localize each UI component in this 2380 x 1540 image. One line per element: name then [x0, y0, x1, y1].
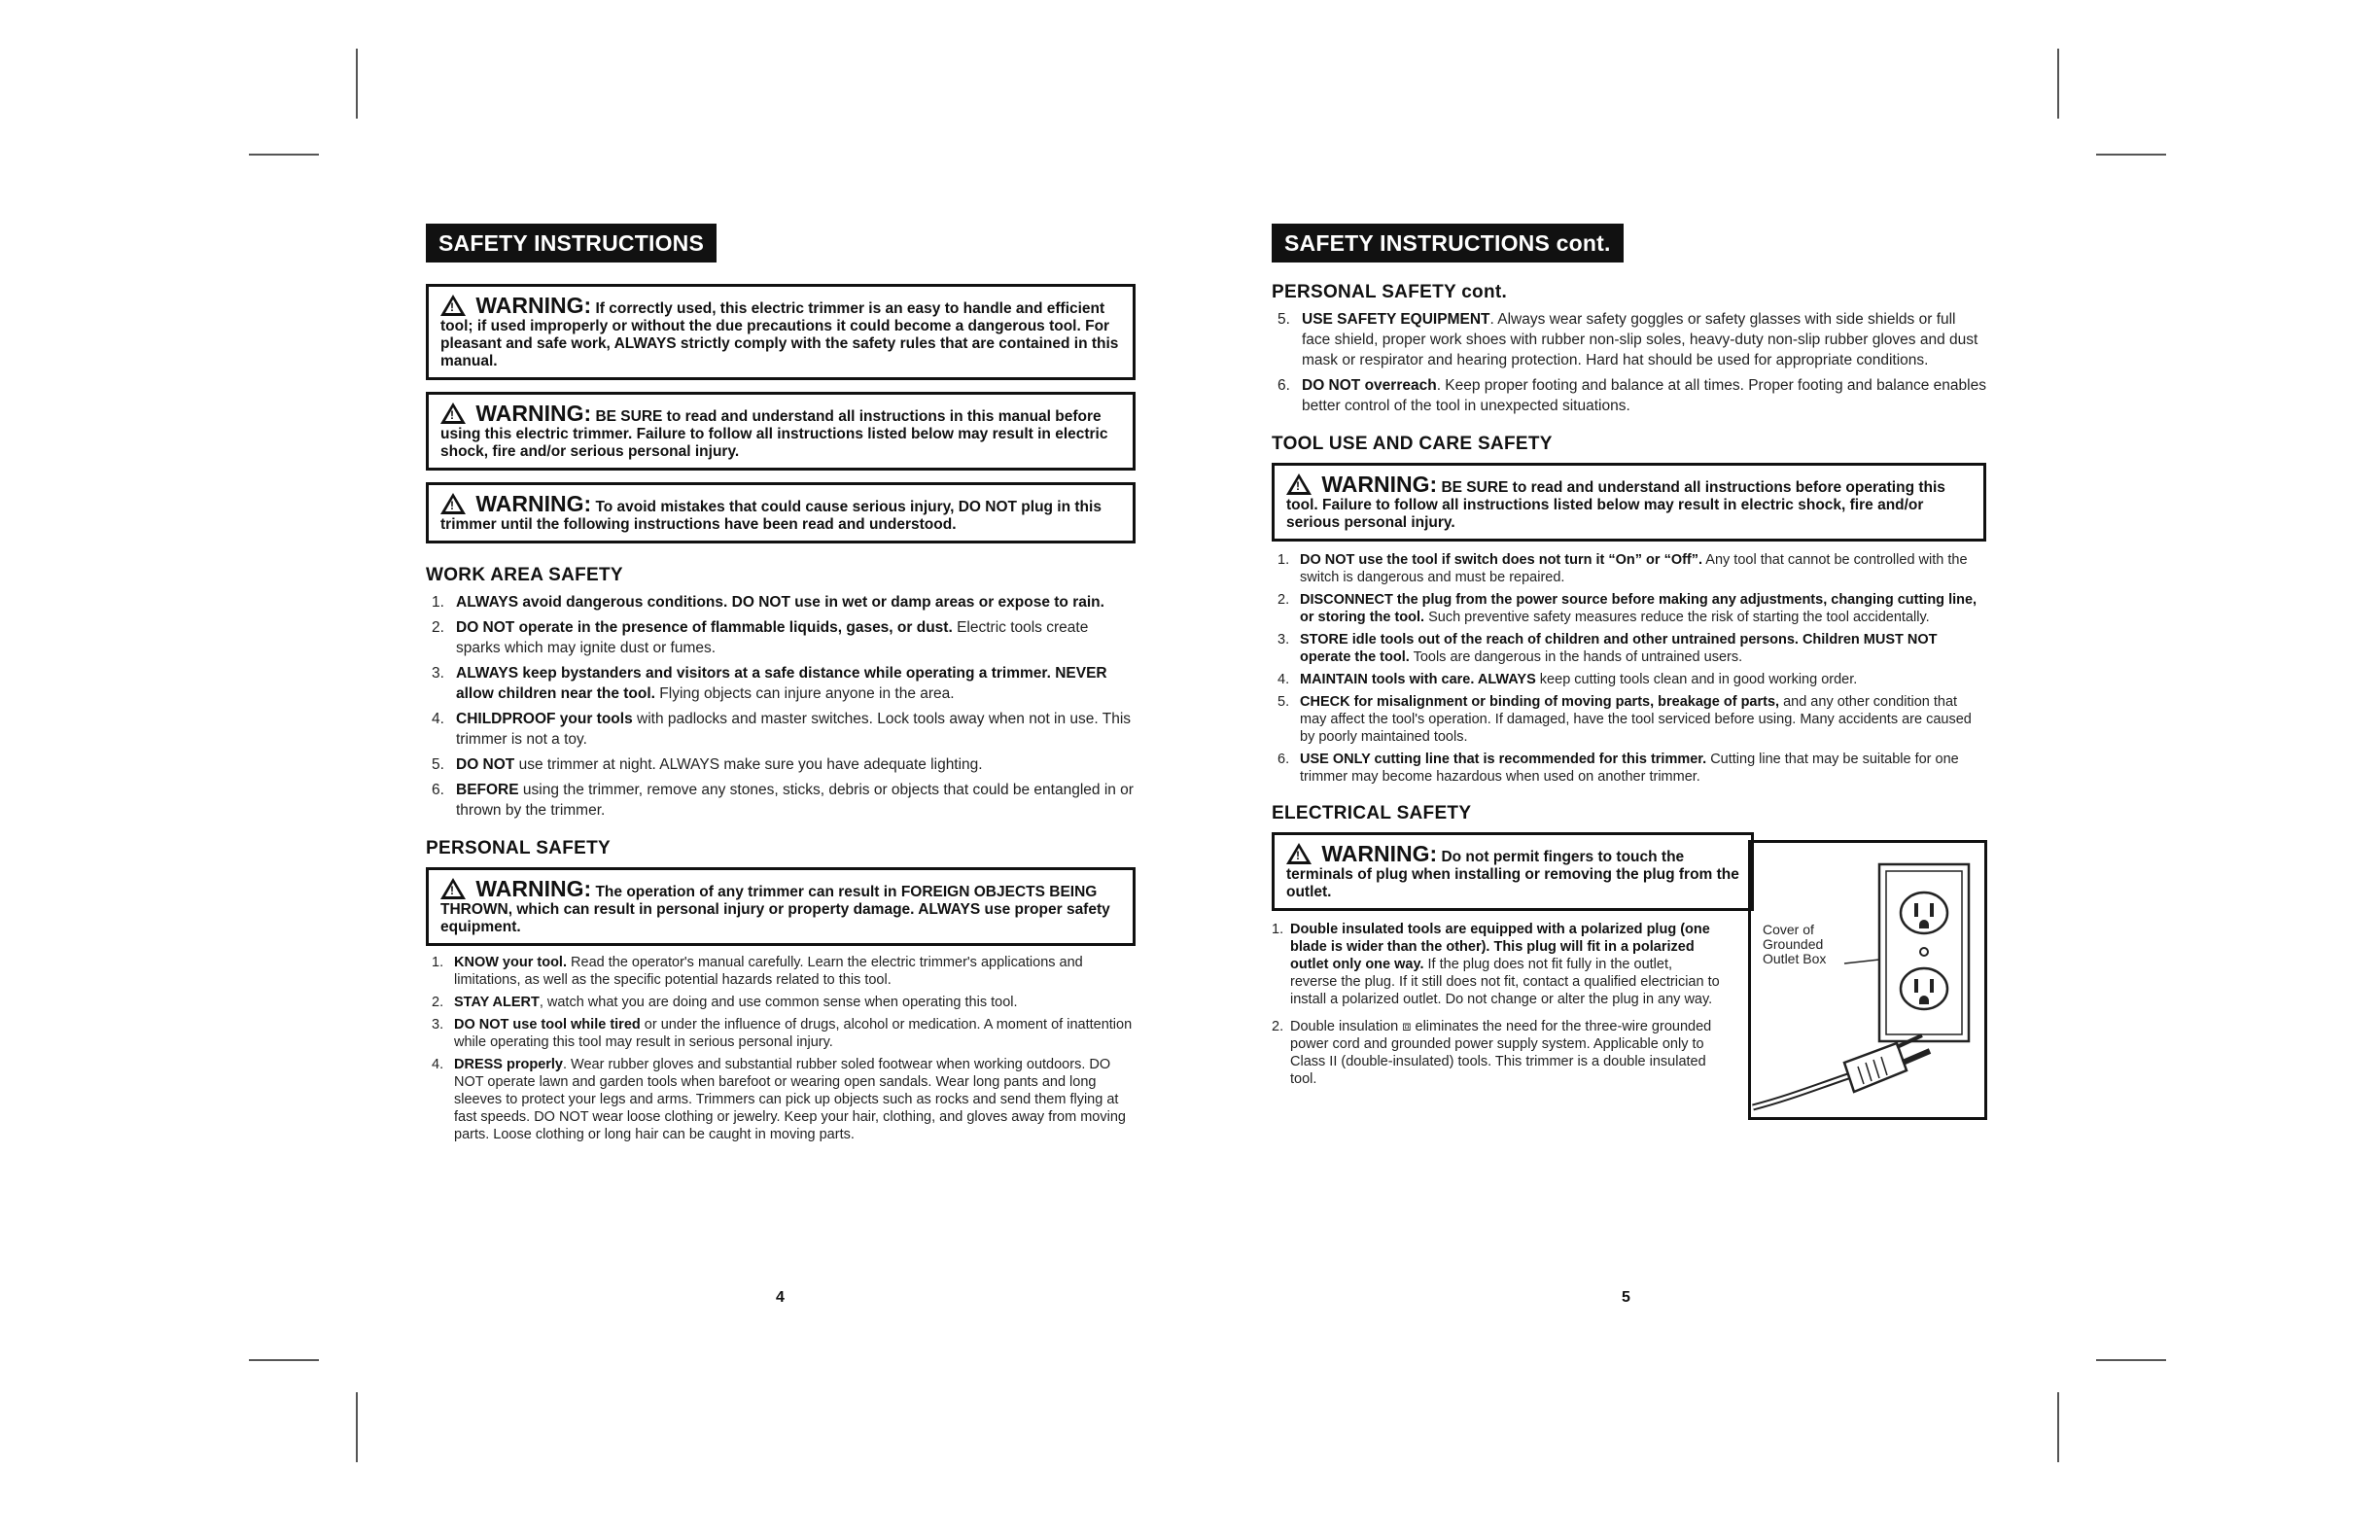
personal-safety-cont-list: [1272, 309, 1986, 416]
list-item: 3. ALWAYS keep bystanders and visitors at a safe distance while operating a trimmer. NEVER allow children near the tool. Flying objects can injure anyone in the area.: [432, 665, 1107, 702]
warning-triangle-icon: [1286, 473, 1312, 495]
page-number: 5: [1622, 1289, 1630, 1306]
list-item: 3. STORE idle tools out of the reach of children and other untrained persons. Children MUST NOT operate the tool. Tools are dangerous in the hands of untrained users.: [1278, 632, 1938, 665]
list-item: 2. DO NOT operate in the presence of flammable liquids, gases, or dust. Electric tools create sparks which may ignite dust or fumes.: [432, 619, 1089, 656]
warning-box: ! WARNING: BE SURE to read and understand all instructions before operating this tool. Failure to follow all instructions listed below may result in electric shock, fire and/or serious personal injury.: [1272, 463, 1986, 542]
list-item: 6. BEFORE using the trimmer, remove any stones, sticks, debris or objects that could be entangled in or thrown by the trimmer.: [432, 782, 1134, 819]
warning-box: ! WARNING: The operation of any trimmer can result in FOREIGN OBJECTS BEING THROWN, which can result in personal injury or property damage. ALWAYS use proper safety equipment.: [426, 867, 1136, 946]
list-item: 5. USE SAFETY EQUIPMENT. Always wear safety goggles or safety glasses with side shields or full face shield, proper work shoes with rubber non-slip soles, heavy-duty non-slip rubber gloves and dust mask or respirator and hearing protection. Hard hat should be used for appropriate conditions.: [1278, 311, 1978, 368]
figure-callout: Cover of Grounded Outlet Box: [1763, 922, 1827, 966]
list-item: 1. Double insulated tools are equipped with a polarized plug (one blade is wider than the other). This plug will fit in a polarized outlet only one way. If the plug does not fit fully in the outlet, reverse the plug. If it still does not fit, contact a qualified electrician to install a polarized outlet. Do not change or alter the plug in any way.: [1272, 922, 1720, 1007]
warning-triangle-icon: [440, 878, 466, 899]
list-item: 2. Double insulation ⧈ eliminates the need for the three-wire grounded power cord and grounded power supply system. Applicable only to Class II (double-insulated) tools. This trimmer is a double insulated tool.: [1272, 1019, 1712, 1087]
list-item: 5. DO NOT use trimmer at night. ALWAYS make sure you have adequate lighting.: [432, 756, 983, 773]
crop-mark: [356, 1392, 358, 1462]
electrical-list: [1272, 921, 1721, 1088]
list-item: 1. DO NOT use the tool if switch does not turn it “On” or “Off”. Any tool that cannot be controlled with the switch is dangerous and must be repaired.: [1278, 552, 1968, 585]
warning-box: ! WARNING: If correctly used, this electric trimmer is an easy to handle and efficient tool; if used improperly or without the due precautions it could become a dangerous tool. For pleasant and safe work, ALWAYS strictly comply with the safety rules that are contained in this manual.: [426, 284, 1136, 380]
warning-box: ! WARNING: BE SURE to read and understand all instructions in this manual before using this electric trimmer. Failure to follow all instructions listed below may result in electric shock, fire and/or serious personal injury.: [426, 392, 1136, 471]
work-area-list: [426, 592, 1136, 821]
page-title: SAFETY INSTRUCTIONS: [426, 224, 717, 262]
section-heading: TOOL USE AND CARE SAFETY: [1272, 434, 1553, 454]
list-item: 3. DO NOT use tool while tired or under the influence of drugs, alcohol or medication. A moment of inattention while operating this tool may result in serious personal injury.: [432, 1017, 1133, 1050]
warning-triangle-icon: [440, 295, 466, 316]
section-heading: PERSONAL SAFETY: [426, 838, 611, 858]
list-item: 2. DISCONNECT the plug from the power source before making any adjustments, changing cutting line, or storing the tool. Such preventive safety measures reduce the risk of starting the tool accidentally.: [1278, 592, 1978, 625]
list-item: 4. DRESS properly. Wear rubber gloves and substantial rubber soled footwear when working outdoors. DO NOT operate lawn and garden tools when barefoot or wearing open sandals. Wear long pants and long sleeves to protect your legs and arms. Trimmers can pick up objects such as rocks and send them flying at fast speeds. DO NOT wear loose clothing or jewelry. Keep your hair, clothing, and gloves away from moving parts. Loose clothing or long hair can be caught in moving parts.: [432, 1057, 1126, 1142]
electrical-block: [1272, 832, 1986, 1088]
list-item: 4. MAINTAIN tools with care. ALWAYS keep cutting tools clean and in good working order.: [1278, 672, 1858, 687]
left-page: [426, 224, 1136, 1143]
warning-triangle-icon: [440, 493, 466, 514]
crop-mark: [2096, 154, 2166, 156]
list-item: 6. USE ONLY cutting line that is recommended for this trimmer. Cutting line that may be suitable for one trimmer may become hazardous when used on another trimmer.: [1278, 752, 1959, 785]
section-heading: WORK AREA SAFETY: [426, 565, 623, 585]
right-page: [1272, 224, 1986, 1088]
crop-mark: [2096, 1359, 2166, 1361]
crop-mark: [356, 49, 358, 119]
warning-box: ! WARNING: To avoid mistakes that could cause serious injury, DO NOT plug in this trimmer until the following instructions have been read and understood.: [426, 482, 1136, 543]
warning-triangle-icon: [1286, 843, 1312, 864]
list-item: 2. STAY ALERT, watch what you are doing and use common sense when operating this tool.: [432, 995, 1018, 1010]
page-title: SAFETY INSTRUCTIONS cont.: [1272, 224, 1624, 262]
warning-box: ! WARNING: Do not permit fingers to touch the terminals of plug when installing or removing the plug from the outlet.: [1272, 832, 1754, 911]
section-heading: PERSONAL SAFETY cont.: [1272, 282, 1508, 302]
crop-mark: [249, 154, 319, 156]
list-item: 5. CHECK for misalignment or binding of moving parts, breakage of parts, and any other condition that may affect the tool's operation. If damaged, have the tool serviced before using. Many accidents are caused by poorly maintained tools.: [1278, 694, 1972, 745]
tool-use-list: [1272, 551, 1986, 786]
page-number: 4: [776, 1289, 785, 1306]
outlet-figure: [1748, 840, 1987, 1120]
list-item: 1. ALWAYS avoid dangerous conditions. DO NOT use in wet or damp areas or expose to rain.: [432, 594, 1104, 611]
crop-mark: [2057, 1392, 2059, 1462]
outlet-plug-illustration: [1751, 843, 1984, 1117]
personal-safety-list: [426, 954, 1136, 1143]
list-item: 1. KNOW your tool. Read the operator's manual carefully. Learn the electric trimmer's applications and limitations, as well as the specific potential hazards related to this tool.: [432, 955, 1083, 988]
warning-triangle-icon: [440, 402, 466, 424]
section-heading: ELECTRICAL SAFETY: [1272, 803, 1472, 823]
crop-mark: [249, 1359, 319, 1361]
list-item: 6. DO NOT overreach. Keep proper footing and balance at all times. Proper footing and balance enables better control of the tool in unexpected situations.: [1278, 377, 1986, 414]
crop-mark: [2057, 49, 2059, 119]
list-item: 4. CHILDPROOF your tools with padlocks and master switches. Lock tools away when not in use. This trimmer is not a toy.: [432, 711, 1132, 748]
